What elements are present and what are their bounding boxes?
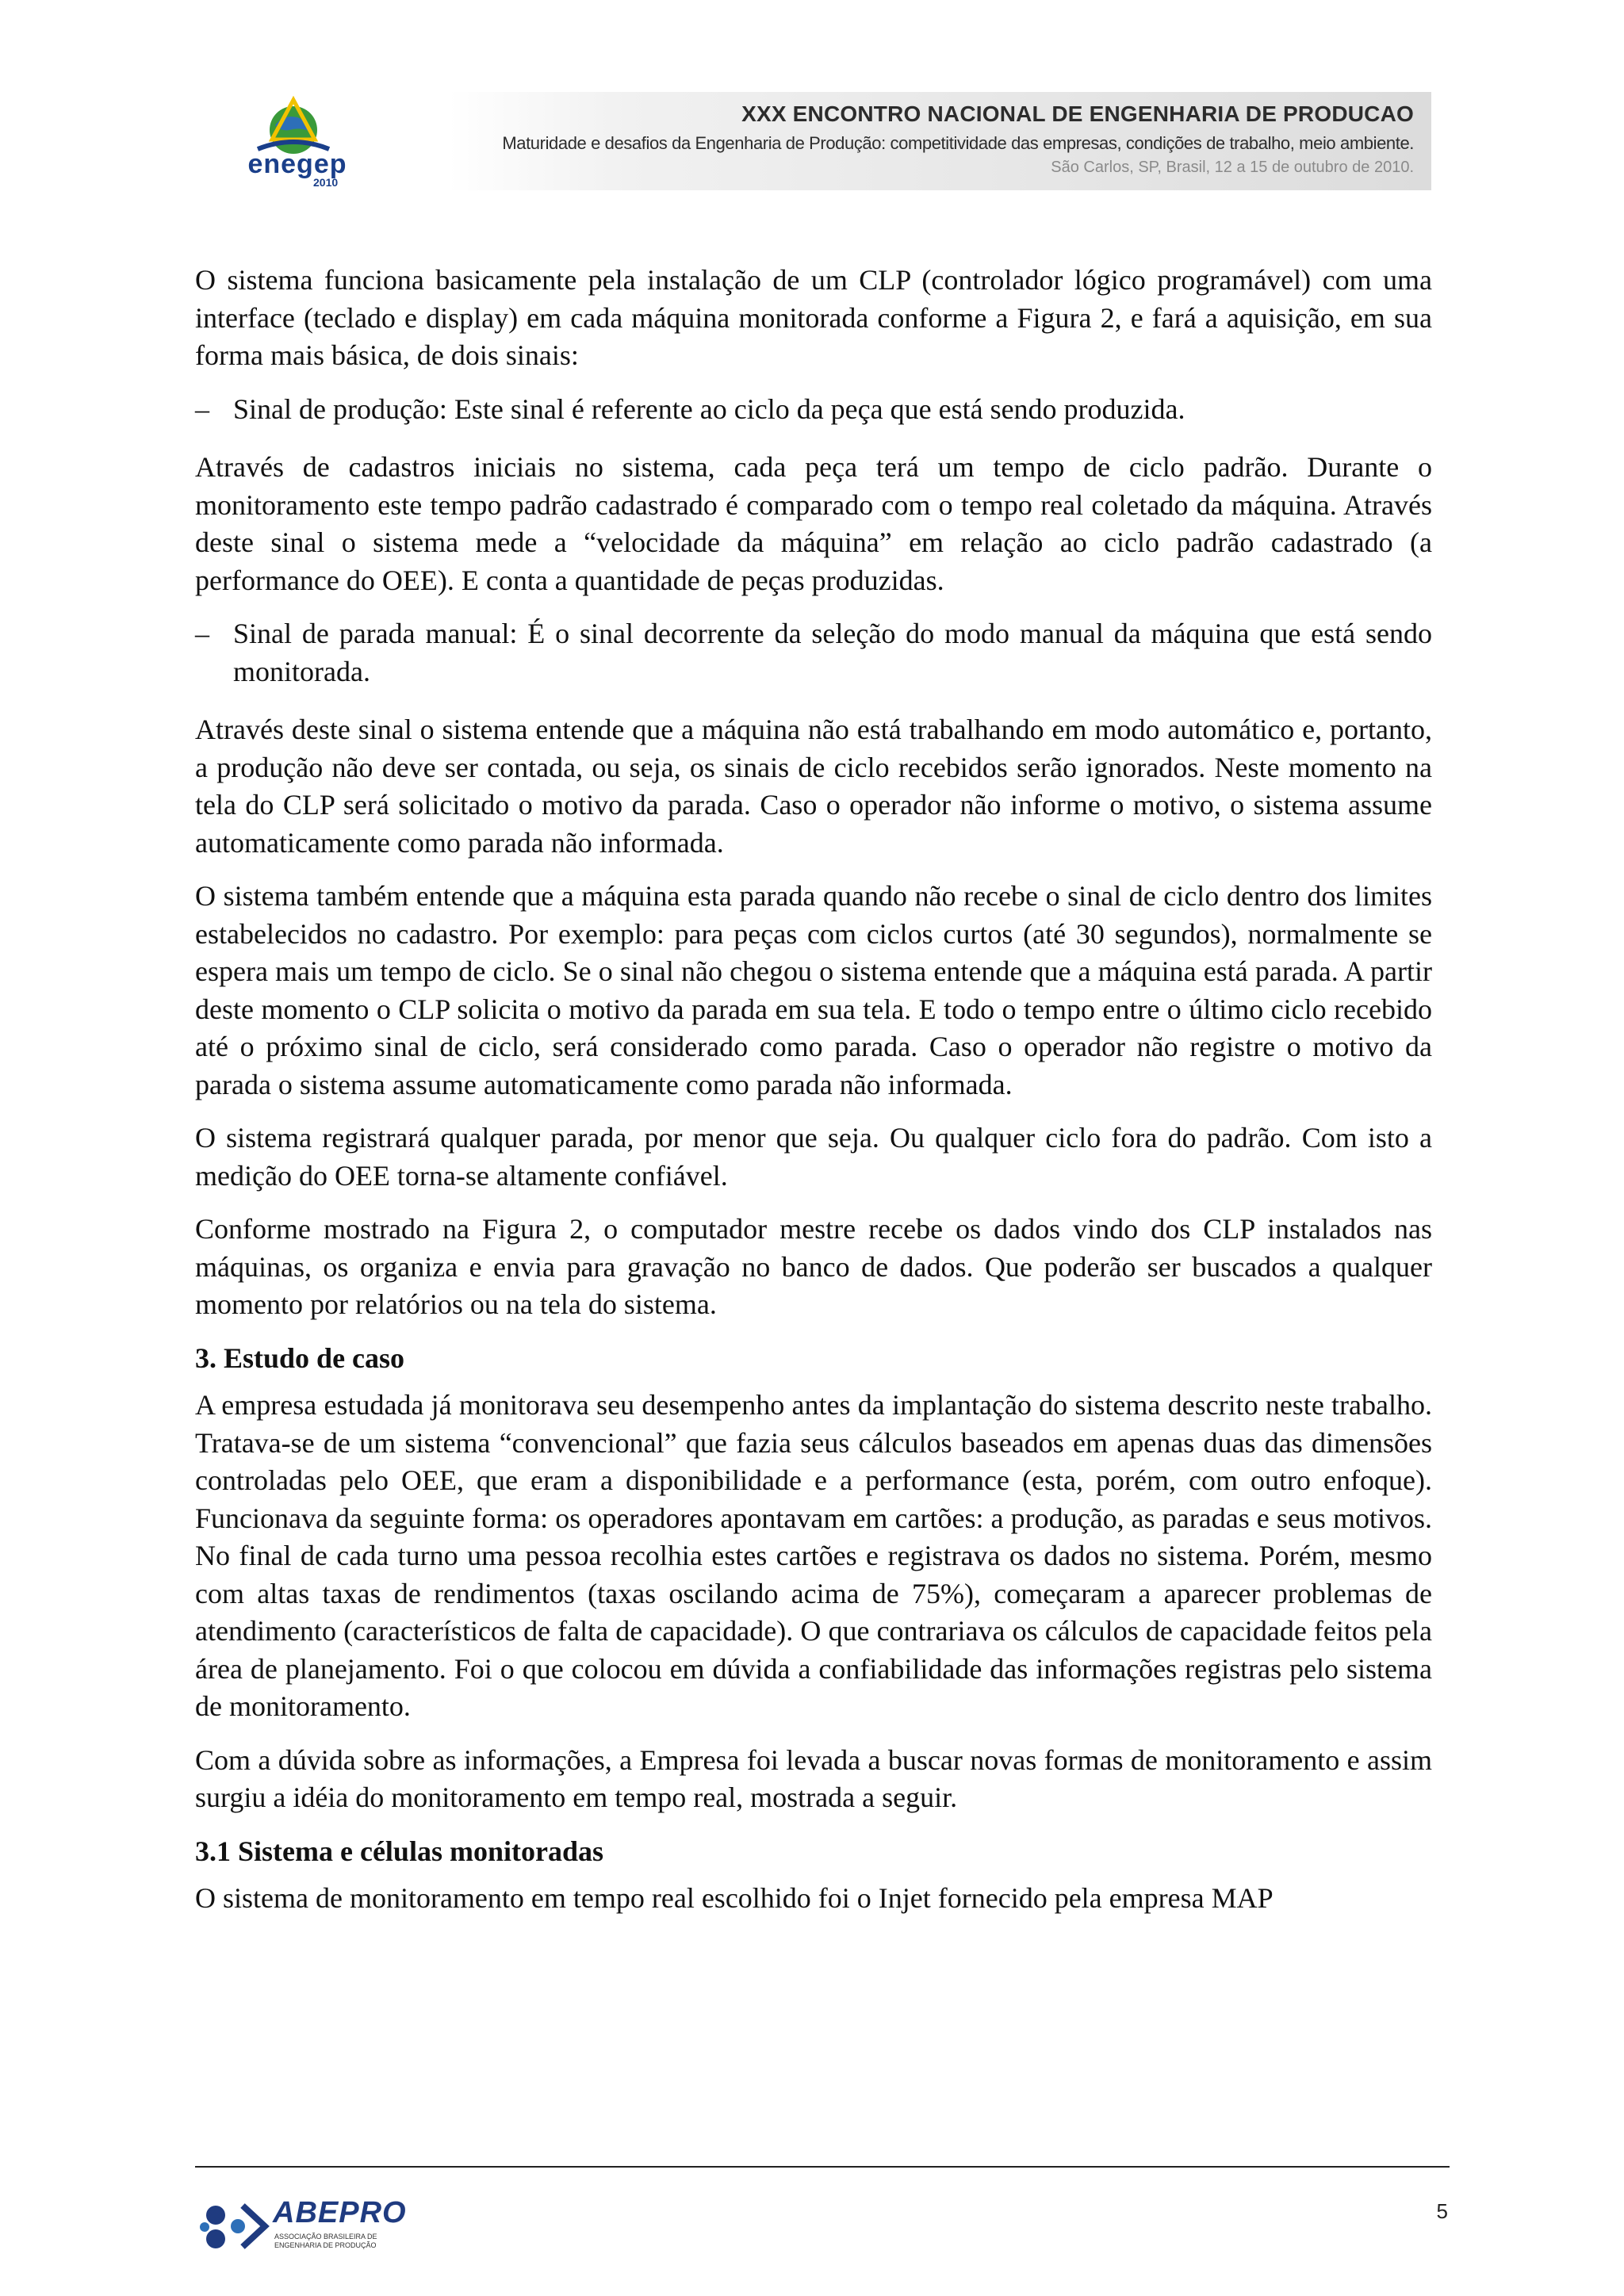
paragraph: Através deste sinal o sistema entende que a máquina não está trabalhando em modo automático e, portanto, a produção não deve ser contada, ou seja, os sinais de ciclo recebidos serão ignorados. Neste momento na tela do CLP será solicitado o motivo da parada. Caso o operador não informe o motivo, o sistema assume automaticamente como parada não informada. — [195, 714, 1432, 859]
abepro-logo-subtitle: ASSOCIAÇÃO BRASILEIRA DE ENGENHARIA DE PRODUÇÃO — [274, 2233, 377, 2249]
dash-bullet: – — [195, 618, 209, 649]
abepro-logo-text: ABEPRO — [273, 2196, 407, 2229]
abepro-logo-icon — [198, 2195, 270, 2258]
list-item-text: Sinal de parada manual: É o sinal decorrente da seleção do modo manual da máquina que está sendo monitorada. — [233, 618, 1432, 687]
enegep-logo-text: enegep — [247, 149, 347, 179]
page-body — [195, 262, 1432, 1934]
list-item — [195, 391, 1432, 429]
section-heading: 3. Estudo de caso — [195, 1341, 405, 1374]
conference-location: São Carlos, SP, Brasil, 12 a 15 de outubro de 2010. — [1051, 159, 1414, 176]
conference-subtitle: Maturidade e desafios da Engenharia de Produção: competitividade das empresas, condições de trabalho, meio ambiente. — [502, 133, 1414, 153]
paragraph: Conforme mostrado na Figura 2, o computador mestre recebe os dados vindo dos CLP instalados nas máquinas, os organiza e envia para gravação no banco de dados. Que poderão ser buscados a qualquer momento por relatórios ou na tela do sistema. — [195, 1213, 1432, 1320]
dash-bullet: – — [195, 392, 209, 425]
paragraph: O sistema de monitoramento em tempo real escolhido foi o Injet fornecido pela empresa MAP — [195, 1882, 1274, 1914]
list-item-text: Sinal de produção: Este sinal é referente ao ciclo da peça que está sendo produzida. — [233, 392, 1185, 425]
page-number: 5 — [1436, 2199, 1448, 2223]
page-header — [0, 0, 1624, 206]
paragraph: O sistema registrará qualquer parada, por menor que seja. Ou qualquer ciclo fora do padrão. Com isto a medição do OEE torna-se altamente confiável. — [195, 1122, 1432, 1192]
paragraph: O sistema também entende que a máquina esta parada quando não recebe o sinal de ciclo dentro dos limites estabelecidos no cadastro. Por exemplo: para peças com ciclos curtos (até 30 segundos), normalmente se espera mais um tempo de ciclo. Se o sinal não chegou o sistema entende que a máquina está parada. A partir deste momento o CLP solicita o motivo da parada em sua tela. E todo o tempo entre o último ciclo recebido até o próximo sinal de ciclo, será considerado como parada. Caso o operador não registre o motivo da parada o sistema assume automaticamente como parada não informada. — [195, 880, 1432, 1100]
paragraph: O sistema funciona basicamente pela instalação de um CLP (controlador lógico programável) com uma interface (teclado e display) em cada máquina monitorada conforme a Figura 2, e fará a aquisição, em sua forma mais básica, de dois sinais: — [195, 264, 1432, 371]
conference-title: XXX ENCONTRO NACIONAL DE ENGENHARIA DE PRODUCAO — [741, 101, 1414, 126]
subsection-heading: 3.1 Sistema e células monitoradas — [195, 1835, 603, 1867]
paragraph: Com a dúvida sobre as informações, a Empresa foi levada a buscar novas formas de monitoramento e assim surgiu a idéia do monitoramento em tempo real, mostrada a seguir. — [195, 1743, 1432, 1813]
bullet-list — [195, 615, 1432, 691]
list-item — [195, 615, 1432, 691]
footer-divider — [195, 2166, 1450, 2168]
enegep-logo-year: 2010 — [313, 176, 339, 189]
paragraph: A empresa estudada já monitorava seu desempenho antes da implantação do sistema descrito neste trabalho. Tratava-se de um sistema “convencional” que fazia seus cálculos baseados em apenas duas das dimensões controladas pelo OEE, que eram a disponibilidade e a performance (esta, porém, com outro enfoque). Funcionava da seguinte forma: os operadores apontavam em cartões: a produção, as paradas e seus motivos. No final de cada turno uma pessoa recolhia estes cartões e registrava os dados no sistema. Porém, mesmo com altas taxas de rendimentos (taxas oscilando acima de 75%), começaram a aparecer problemas de atendimento (característicos de falta de capacidade). O que contrariava os cálculos de capacidade feitos pela área de planejamento. Foi o que colocou em dúvida a confiabilidade das informações registras pelo sistema de monitoramento. — [195, 1389, 1432, 1722]
bullet-list — [195, 391, 1432, 429]
conference-banner — [448, 92, 1431, 190]
paragraph: Através de cadastros iniciais no sistema, cada peça terá um tempo de ciclo padrão. Durante o monitoramento este tempo padrão cadastrado é comparado com o tempo real coletado da máquina. Através deste sinal o sistema mede a “velocidade da máquina” em relação ao ciclo padrão cadastrado (a performance do OEE). E conta a quantidade de peças produzidas. — [195, 451, 1432, 596]
